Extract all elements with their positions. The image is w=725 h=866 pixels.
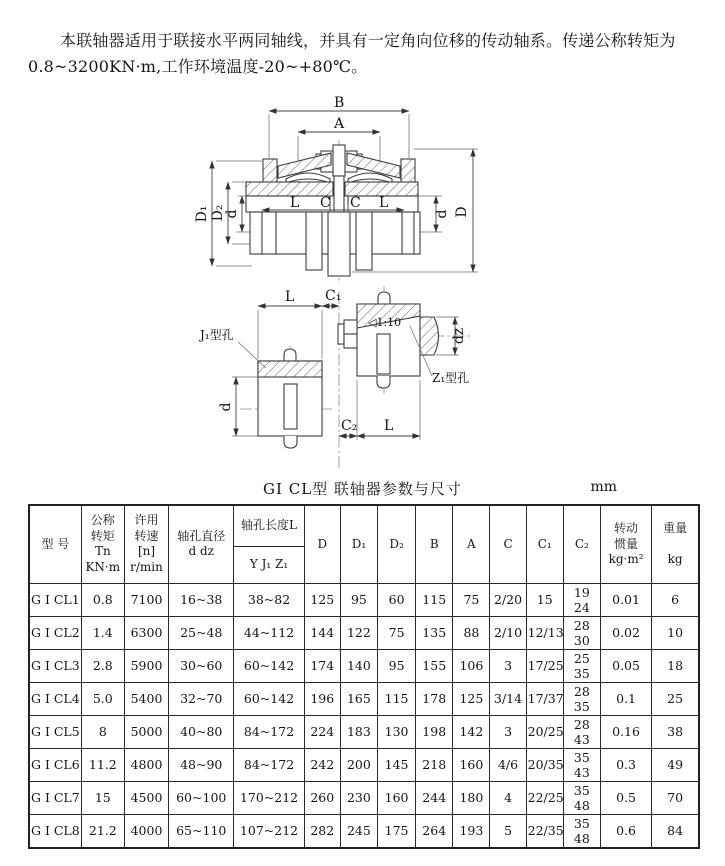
cell: 115 [378,682,416,715]
cell: 140 [340,649,377,682]
cell: 130 [378,715,416,748]
cell: 0.8 [81,583,124,616]
cell: 183 [340,715,377,748]
dim-label-d-left: d [224,209,240,219]
header-inertia: 转动 惯量 kg·m² [600,505,651,584]
cell: 0.16 [600,715,651,748]
cell: 5000 [124,715,168,748]
cell: 5400 [124,682,168,715]
table-row [29,814,699,848]
cell: 84 [652,814,699,848]
cell: 20/35 [526,748,563,781]
cell: 0.05 [600,649,651,682]
header-C1: C₁ [526,505,563,584]
cell: 60~100 [169,781,234,814]
label-taper: ◁1:10 [368,315,402,329]
cell: 2/20 [490,583,526,616]
cell: 38 [652,715,699,748]
header-D: D [304,505,340,584]
table-caption-row [0,478,725,504]
cell-model: G I CL6 [29,748,81,781]
header-C2: C₂ [563,505,600,584]
header-bore-diameter: 轴孔直径 d dz [169,505,234,584]
header-D2: D₂ [378,505,416,584]
cell-model: G I CL4 [29,682,81,715]
cell: 4800 [124,748,168,781]
cell: 165 [340,682,377,715]
cell: 84~172 [234,715,304,748]
cell: 242 [304,748,340,781]
cell: 193 [453,814,490,848]
cell: 70 [652,781,699,814]
header-D1: D₁ [340,505,377,584]
table-title: GI CL型 联轴器参数与尺寸 [263,479,462,498]
cell: 196 [304,682,340,715]
cell: 38~82 [234,583,304,616]
cell: 0.01 [600,583,651,616]
cell: 28 43 [563,715,600,748]
cell: 125 [304,583,340,616]
cell: 3/14 [490,682,526,715]
cell: 16~38 [169,583,234,616]
header-B: B [416,505,453,584]
cell: 75 [378,616,416,649]
intro-paragraph: 本联轴器适用于联接水平两同轴线，并具有一定角向位移的传动轴系。传递公称转矩为0.8~3200KN·m,工作环境温度-20~+80℃。 [28,31,676,76]
cell: 6 [652,583,699,616]
cell: 107~212 [234,814,304,848]
cell: 21.2 [81,814,124,848]
dim-label-C-left: C [320,194,331,211]
cell: 1.4 [81,616,124,649]
table-row [29,649,699,682]
cell: 88 [453,616,490,649]
cell: 22/25 [526,781,563,814]
cell: 12/13 [526,616,563,649]
cell: 160 [378,781,416,814]
cell: 95 [378,649,416,682]
dim-label-A: A [334,115,345,132]
cell: 7100 [124,583,168,616]
cell: 218 [416,748,453,781]
cell: 17/37 [526,682,563,715]
lower-detail-views [198,286,470,468]
cell: 11.2 [81,748,124,781]
cell: 48~90 [169,748,234,781]
cell: 230 [340,781,377,814]
cell: 25~48 [169,616,234,649]
table-row [29,583,699,616]
cell-model: G I CL3 [29,649,81,682]
cell: 198 [416,715,453,748]
cell: 0.3 [600,748,651,781]
unit-label: mm [590,478,617,495]
cell: 19 24 [563,583,600,616]
cell: 35 48 [563,781,600,814]
spec-table [28,504,700,849]
cell: 60~142 [234,649,304,682]
coupling-drawing [0,96,725,476]
header-model: 型 号 [29,505,81,584]
cell: 44~112 [234,616,304,649]
cell: 2/10 [490,616,526,649]
dim-label-D1: D₁ [194,205,210,223]
dim-label-D: D [454,206,470,218]
cell: 75 [453,583,490,616]
cell: 60~142 [234,682,304,715]
cell: 32~70 [169,682,234,715]
cell: 10 [652,616,699,649]
header-C: C [490,505,526,584]
cell: 174 [304,649,340,682]
cell: 28 30 [563,616,600,649]
cell: 6300 [124,616,168,649]
table-row [29,748,699,781]
cell: 245 [340,814,377,848]
cell: 106 [453,649,490,682]
cell: 49 [652,748,699,781]
cell-model: G I CL7 [29,781,81,814]
cell: 17/25 [526,649,563,682]
cell: 0.02 [600,616,651,649]
dim-label-C-right: C [350,194,361,211]
cell: 0.6 [600,814,651,848]
cell: 180 [453,781,490,814]
cell: 115 [416,583,453,616]
cell: 65~110 [169,814,234,848]
table-row [29,682,699,715]
cell: 5 [490,814,526,848]
dim-label-L-left: L [290,194,300,211]
cell: 224 [304,715,340,748]
cell: 0.1 [600,682,651,715]
header-bore-length: 轴孔长度L [234,505,304,547]
cell: 5900 [124,649,168,682]
cell: 30~60 [169,649,234,682]
cell: 135 [416,616,453,649]
cell: 122 [340,616,377,649]
cell: 28 35 [563,682,600,715]
cell: 22/35 [526,814,563,848]
dim-label-D2: D₂ [210,204,226,222]
table-row [29,781,699,814]
cell: 200 [340,748,377,781]
cell: 60 [378,583,416,616]
cell: 145 [378,748,416,781]
label-z1-hole: Z₁型孔 [432,370,470,385]
cell: 282 [304,814,340,848]
dim-label-L-z1: L [384,417,394,434]
cell: 170~212 [234,781,304,814]
cell: 40~80 [169,715,234,748]
cell: 155 [416,649,453,682]
cell: 15 [526,583,563,616]
cell-model: G I CL1 [29,583,81,616]
cell-model: G I CL2 [29,616,81,649]
upper-section-view [194,96,478,284]
cell: 25 35 [563,649,600,682]
dim-label-d-right: d [434,209,450,219]
page [0,16,725,866]
cell: 260 [304,781,340,814]
cell: 3 [490,649,526,682]
cell: 144 [304,616,340,649]
dim-label-B: B [334,95,345,111]
cell: 4500 [124,781,168,814]
header-A: A [453,505,490,584]
dim-label-dz: dz [451,327,467,344]
cell: 18 [652,649,699,682]
cell: 35 48 [563,814,600,848]
cell: 3 [490,715,526,748]
dim-label-C1: C₁ [325,287,342,304]
cell-model: G I CL8 [29,814,81,848]
cell: 35 43 [563,748,600,781]
cell: 8 [81,715,124,748]
cell: 5.0 [81,682,124,715]
dim-label-d-j1: d [218,402,234,412]
cell: 142 [453,715,490,748]
cell: 20/25 [526,715,563,748]
dim-label-C2: C₂ [341,417,358,434]
cell: 175 [378,814,416,848]
cell: 244 [416,781,453,814]
table-row [29,616,699,649]
cell-model: G I CL5 [29,715,81,748]
header-speed: 许用 转速 [n] r/min [124,505,168,584]
header-torque: 公称 转矩 Tn KN·m [81,505,124,584]
cell: 125 [453,682,490,715]
dim-label-L-j1: L [285,288,295,305]
cell: 95 [340,583,377,616]
cell: 2.8 [81,649,124,682]
cell: 15 [81,781,124,814]
label-j1-hole: J₁型孔 [200,327,234,342]
table-row [29,715,699,748]
header-bore-length-sub: Y J₁ Z₁ [234,546,304,583]
cell: 0.5 [600,781,651,814]
header-weight: 重量 kg [652,505,699,584]
dim-label-L-right: L [379,194,389,211]
cell: 4 [490,781,526,814]
cell: 264 [416,814,453,848]
cell: 4/6 [490,748,526,781]
cell: 4000 [124,814,168,848]
cell: 178 [416,682,453,715]
cell: 84~172 [234,748,304,781]
cell: 160 [453,748,490,781]
cell: 25 [652,682,699,715]
